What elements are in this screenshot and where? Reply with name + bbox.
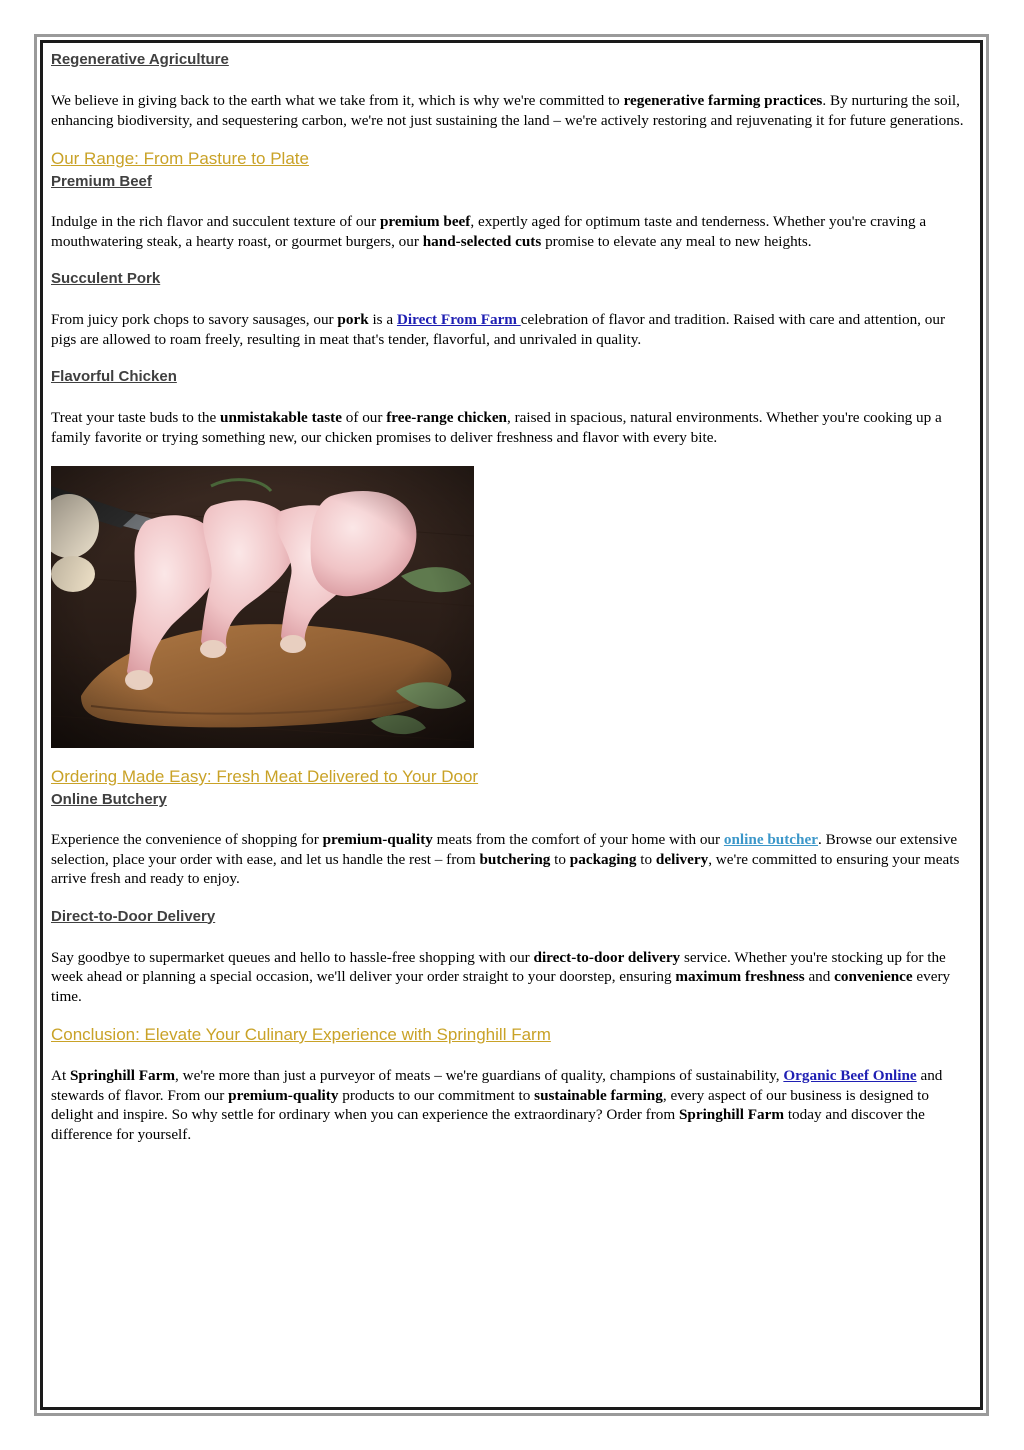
flavorful-chicken-heading: Flavorful Chicken (51, 368, 177, 385)
online-butchery-paragraph: Experience the convenience of shopping for premium-quality meats from the comfort of your home with our online butcher. Browse our extensive selection, place your order with ease, and let us handle the rest – from butchering to packaging to delivery, we're committed to ensuring your meats arrive fresh and ready to enjoy. (51, 831, 960, 887)
flavorful-chicken-paragraph: Treat your taste buds to the unmistakable taste of our free-range chicken, raised in spacious, natural environments. Whether you're cooking up a family favorite or trying something new, our chicken promises to deliver freshness and flavor with every bite. (51, 409, 942, 446)
succulent-pork-heading: Succulent Pork (51, 270, 161, 287)
regenerative-agriculture-heading: Regenerative Agriculture (51, 51, 229, 68)
chicken-photo (51, 466, 966, 748)
online-butcher-link[interactable]: online butcher (723, 831, 818, 848)
online-butchery-heading: Online Butchery (51, 791, 167, 808)
regenerative-paragraph: We believe in giving back to the earth what we take from it, which is why we're committed to regenerative farming practices. By nurturing the soil, enhancing biodiversity, and sequestering carbon, we're not just sustaining the land – we're actively restoring and rejuvenating it for future generations. (51, 92, 964, 129)
organic-beef-online-link[interactable]: Organic Beef Online (783, 1067, 917, 1084)
premium-beef-heading: Premium Beef (51, 173, 152, 190)
succulent-pork-paragraph: From juicy pork chops to savory sausages, our pork is a Direct From Farm celebration of flavor and tradition. Raised with care and attention, our pigs are allowed to roam freely, resulting in meat that's tender, flavorful, and unrivaled in quality. (51, 311, 946, 348)
document-body (51, 50, 966, 1144)
premium-beef-paragraph: Indulge in the rich flavor and succulent texture of our premium beef, expertly aged for optimum taste and tenderness. Whether you're craving a mouthwatering steak, a hearty roast, or gourmet burgers, our hand-selected cuts promise to elevate any meal to new heights. (51, 213, 927, 250)
direct-to-door-heading: Direct-to-Door Delivery (51, 907, 216, 925)
direct-to-door-paragraph: Say goodbye to supermarket queues and hello to hassle-free shopping with our direct-to-door delivery service. Whether you're stocking up for the week ahead or planning a special occasion, we'll deliver your order straight to your doorstep, ensuring maximum freshness and convenience every time. (51, 948, 951, 1005)
conclusion-paragraph: At Springhill Farm, we're more than just a purveyor of meats – we're guardians of quality, champions of sustainability, Organic Beef Online and stewards of flavor. From our premium-quality products to our commitment to sustainable farming, every aspect of our business is designed to delight and inspire. So why settle for ordinary when you can experience the extraordinary? Order from Springhill Farm today and discover the difference for yourself. (51, 1067, 943, 1143)
direct-from-farm-link[interactable]: Direct From Farm (396, 311, 521, 328)
ordering-heading: Ordering Made Easy: Fresh Meat Delivered to Your Door (51, 767, 479, 786)
conclusion-heading: Conclusion: Elevate Your Culinary Experience with Springhill Farm (51, 1025, 551, 1044)
raw-chicken-drumsticks-image (51, 466, 474, 748)
our-range-heading: Our Range: From Pasture to Plate (51, 149, 309, 168)
